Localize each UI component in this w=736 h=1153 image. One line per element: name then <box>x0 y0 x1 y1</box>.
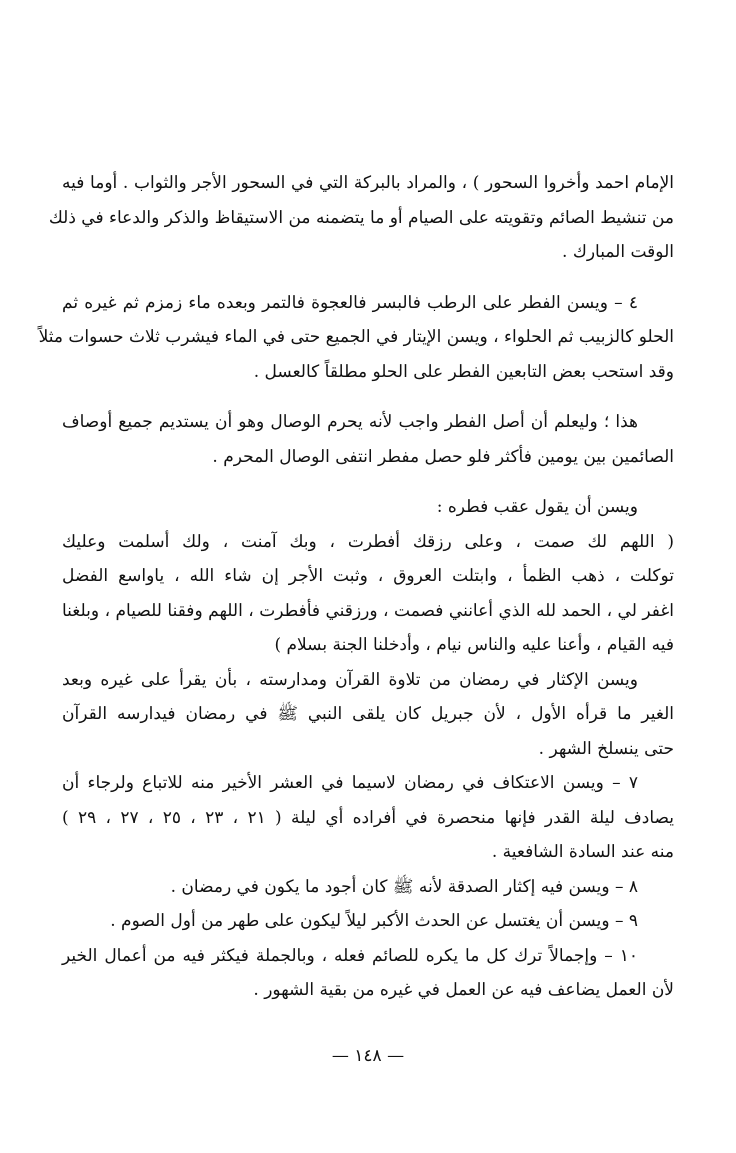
body-text <box>38 166 675 1008</box>
text-line: اغفر لي ، الحمد لله الذي أعانني فصمت ، ورزقني فأفطرت ، اللهم وفقنا للصيام ، وبلغنا <box>62 600 674 621</box>
paragraph-gap <box>62 270 674 286</box>
paragraph-iftar-dua <box>62 490 674 663</box>
text-line: الإمام احمد وأخروا السحور ) ، والمراد بالبركة التي في السحور الأجر والثواب . أوما فيه <box>62 173 674 193</box>
paragraph-gap <box>62 389 674 405</box>
text-line: ( اللهم لك صمت ، وعلى رزقك أفطرت ، وبك آمنت ، ولك أسلمت وعليك <box>62 531 674 552</box>
paragraph-wisal <box>62 405 674 474</box>
text-line: ٤ – ويسن الفطر على الرطب فالبسر فالعجوة فالتمر وبعده ماء زمزم ثم غيره ثم <box>62 292 638 313</box>
text-line: حتى ينسلخ الشهر . <box>538 738 674 759</box>
text-line: من تنشيط الصائم وتقويته على الصيام أو ما يتضمنه من الاستيقاظ والذكر والدعاء في ذلك <box>48 207 674 228</box>
paragraph-item-8-charity <box>62 870 674 905</box>
paragraph-gap <box>62 474 674 490</box>
text-line: ٩ – ويسن أن يغتسل عن الحدث الأكبر ليلاً ليكون على طهر من أول الصوم . <box>110 911 638 931</box>
text-line: الصائمين بين يومين فأكثر فلو حصل مفطر انتفى الوصال المحرم . <box>212 446 674 467</box>
text-line: ٧ – ويسن الاعتكاف في رمضان لاسيما في العشر الأخير منه للاتباع ولرجاء أن <box>62 773 638 793</box>
text-line: ٨ – ويسن فيه إكثار الصدقة لأنه ﷺ كان أجود ما يكون في رمضان . <box>170 876 638 897</box>
paragraph-quran-recitation <box>62 663 674 767</box>
text-line: هذا ؛ وليعلم أن أصل الفطر واجب لأنه يحرم الوصال وهو أن يستديم جميع أوصاف <box>62 412 638 432</box>
paragraph-item-4-iftar <box>38 286 674 390</box>
text-line: الحلو كالزبيب ثم الحلواء ، ويسن الإيتار في الجميع حتى في الماء فيشرب ثلاث حسوات مثلاً <box>38 327 674 347</box>
text-line: فيه القيام ، وأعنا عليه والناس نيام ، وأدخلنا الجنة بسلام ) <box>274 635 674 655</box>
text-line: ١٠ – وإجمالاً ترك كل ما يكره للصائم فعله ، وبالجملة فيكثر فيه من أعمال الخير <box>62 945 638 966</box>
text-line: وقد استحب بعض التابعين الفطر على الحلو مطلقاً كالعسل . <box>253 361 674 382</box>
page-number: — ١٤٨ — <box>331 1046 405 1066</box>
text-line: ويسن أن يقول عقب فطره : <box>436 497 638 517</box>
text-line: الغير ما قرأه الأول ، لأن جبريل كان يلقى النبي ﷺ في رمضان فيدارسه القرآن <box>62 704 674 724</box>
text-line: لأن العمل يضاعف فيه عن العمل في غيره من بقية الشهور . <box>253 980 674 1000</box>
paragraph-item-7-itikaf <box>62 766 674 870</box>
text-line: يصادف ليلة القدر فإنها منحصرة في أفراده أي ليلة ( ٢١ ، ٢٣ ، ٢٥ ، ٢٧ ، ٢٩ ) <box>62 807 675 828</box>
text-line: توكلت ، ذهب الظمأ ، وابتلت العروق ، وثبت الأجر إن شاء الله ، ياواسع الفضل <box>62 566 674 586</box>
text-line: الوقت المبارك . <box>562 242 674 262</box>
paragraph-suhur-blessing <box>48 166 674 270</box>
paragraph-item-9-ghusl <box>62 904 674 939</box>
paragraph-item-10-summary <box>62 939 674 1008</box>
text-line: ويسن الإكثار في رمضان من تلاوة القرآن ومدارسته ، بأن يقرأ على غيره وبعد <box>62 669 638 690</box>
text-line: منه عند السادة الشافعية . <box>491 842 674 862</box>
